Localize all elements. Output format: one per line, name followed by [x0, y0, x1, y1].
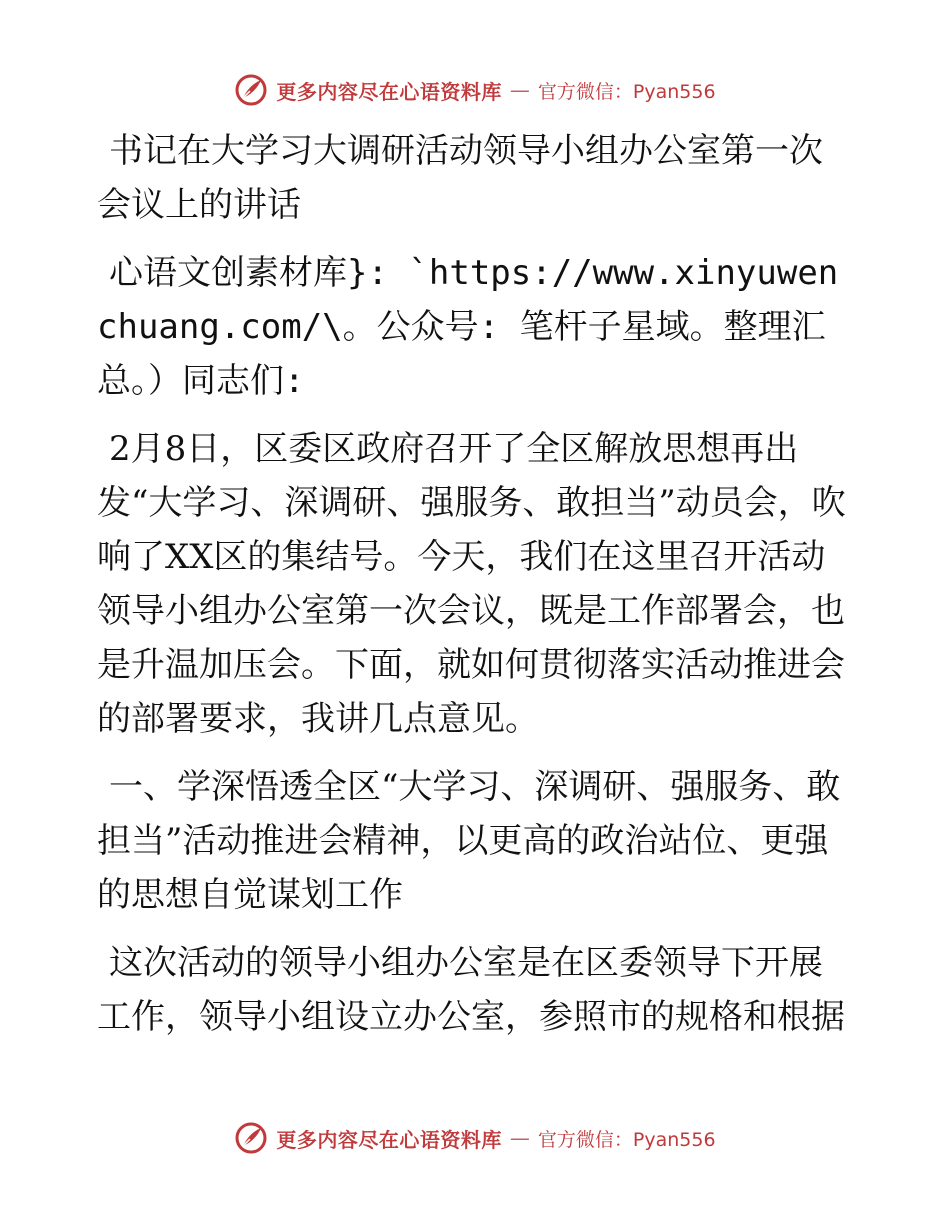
watermark-wechat-text: 官方微信：Pyan556 [537, 80, 716, 103]
section-heading-1: 一、学深悟透全区“大学习、深调研、强服务、敢担当”活动推进会精神，以更高的政治站位、更强的思想自觉谋划工作 [97, 767, 841, 915]
footer-watermark [0, 1118, 950, 1158]
paragraph-1: 2月8日，区委区政府召开了全区解放思想再出发“大学习、深调研、强服务、敢担当”动员会，吹响了XX区的集结号。今天，我们在这里召开活动领导小组办公室第一次会议，既是工作部署会，也是升温加压会。下面，就如何贯彻落实活动推进会的部署要求，我讲几点意见。 [97, 429, 846, 739]
document-title: 书记在大学习大调研活动领导小组办公室第一次会议上的讲话 [97, 131, 823, 225]
source-line: 心语文创素材库}: `https://www.xinyuwenchuang.com/\。公众号: 笔杆子星域。整理汇总。）同志们: [97, 253, 839, 401]
paragraph-2: 这次活动的领导小组办公室是在区委领导下开展工作，领导小组设立办公室，参照市的规格和根据 [97, 943, 845, 1037]
feather-quill-circle-icon [234, 73, 268, 107]
watermark-dash: — [509, 1126, 530, 1150]
document-body [97, 124, 852, 1058]
watermark-site-text: 更多内容尽在心语资料库 [276, 1127, 502, 1152]
watermark-site-text: 更多内容尽在心语资料库 [276, 79, 502, 104]
feather-quill-circle-icon [234, 1121, 268, 1155]
watermark-dash: — [509, 78, 530, 102]
watermark-wechat-text: 官方微信：Pyan556 [537, 1128, 716, 1151]
header-watermark [0, 70, 950, 110]
